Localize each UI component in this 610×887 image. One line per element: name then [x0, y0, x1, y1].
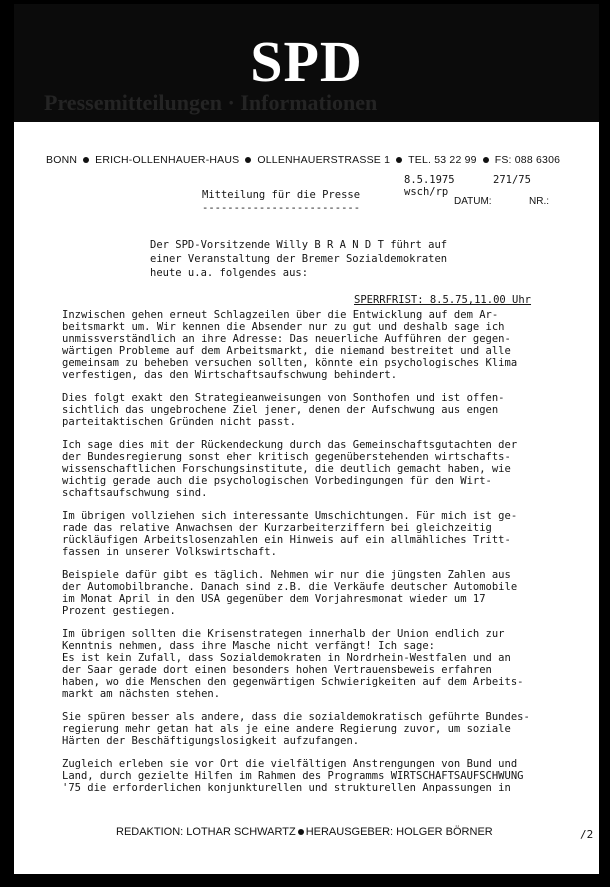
signature-code: wsch/rp [404, 186, 449, 198]
paragraph-line: schaftsaufschwung sind. [62, 487, 208, 499]
paragraph-line: Im übrigen vollziehen sich interessante Umschichtungen. Für mich ist ge- [62, 510, 518, 522]
paragraph-line: rade das relative Anwachsen der Kurzarbeiterziffern bei gleichzeitig [62, 522, 492, 534]
press-release-page [14, 4, 599, 874]
press-service-banner: Pressemitteilungen · Informationen [44, 90, 378, 115]
embargo-notice: SPERRFRIST: 8.5.75,11.00 Uhr [354, 294, 532, 306]
intro-block [150, 238, 570, 280]
bullet-icon [83, 157, 89, 163]
bullet-icon [483, 157, 489, 163]
editor-credit: REDAKTION: LOTHAR SCHWARTZ [116, 826, 296, 838]
intro-line: heute u.a. folgendes aus: [150, 267, 309, 279]
paragraph-line: markt am nächsten stehen. [62, 688, 221, 700]
paragraph-line: verfestigen, das den Wirtschaftsaufschwung behindert. [62, 369, 398, 381]
paragraph-line: Es ist kein Zufall, dass Sozialdemokraten in Nordrhein-Westfalen und an [62, 652, 511, 664]
address-building: ERICH-OLLENHAUER-HAUS [95, 154, 240, 166]
nr-label: NR.: [529, 196, 549, 207]
paragraph-line: parteitaktischen Gründen nicht passt. [62, 416, 296, 428]
bullet-icon [298, 829, 304, 835]
paragraph-line: Prozent gestiegen. [62, 605, 176, 617]
paragraph-line: haben, wo die Menschen den gegenwärtigen Schwierigkeiten auf dem Arbeits- [62, 676, 524, 688]
paragraph-line: Ich sage dies mit der Rückendeckung durch das Gemeinschaftsgutachten der [62, 439, 518, 451]
paragraph-line: gemeinsam zu beheben versuchen sollten, könnte ein psychologisches Klima [62, 357, 518, 369]
document-title: Mitteilung für die Presse [202, 189, 361, 201]
paragraph [62, 628, 592, 700]
page-continuation: /2 [580, 828, 594, 841]
paragraph-line: Kenntnis nehmen, dass ihre Masche nicht verfängt! Ich sage: [62, 640, 435, 652]
paragraph-line: sichtlich das ungebrochene Ziel jener, denen der Aufschwung aus engen [62, 404, 499, 416]
paragraph-line: regierung mehr getan hat als je eine andere Regierung zuvor, um soziale [62, 723, 511, 735]
address-telex: FS: 088 6306 [494, 154, 561, 166]
paragraph-line: der Saar gerade dort einen besonders hohen Vertrauensbeweis erfahren [62, 664, 492, 676]
paragraph-line: unmissverständlich an ihre Adresse: Das neuerliche Aufführen der gegen- [62, 333, 511, 345]
paragraph-line: der Automobilbranche. Danach sind z.B. die Verkäufe deutscher Automobile [62, 581, 518, 593]
paragraph-line: wichtig gerade auch die psychologischen Vorbedingungen für den Wirt- [62, 475, 492, 487]
date-value: 8.5.1975 [404, 174, 455, 186]
number-value: 271/75 [493, 174, 531, 186]
paragraph-line: wärtigen Probleme auf dem Arbeitsmarkt, die niemand bestreitet und alle [62, 345, 511, 357]
paragraph-line: wissenschaftlichen Forschungsinstitute, die deutlich gemacht haben, wie [62, 463, 511, 475]
paragraph-line: Zugleich erleben sie vor Ort die vielfältigen Anstrengungen von Bund und [62, 758, 518, 770]
paragraph-line: Im übrigen sollten die Krisenstrategen innerhalb der Union endlich zur [62, 628, 505, 640]
paragraph [62, 510, 592, 558]
paragraph-line: beitsmarkt um. Wir kennen die Absender nur zu gut und deshalb sage ich [62, 321, 505, 333]
paragraph [62, 711, 592, 747]
paragraph-line: Härten der Beschäftigungslosigkeit aufzufangen. [62, 735, 360, 747]
paragraph-line: im Monat April in den USA gegenüber dem Vorjahresmonat wieder um 17 [62, 593, 486, 605]
footer-credits [116, 826, 493, 838]
intro-line: Der SPD-Vorsitzende Willy B R A N D T führt auf [150, 239, 448, 251]
publisher-credit: HERAUSGEBER: HOLGER BÖRNER [305, 826, 493, 838]
paragraph [62, 309, 592, 381]
address-city: BONN [46, 154, 78, 166]
bullet-icon [396, 157, 402, 163]
title-underline: ------------------------- [202, 202, 361, 214]
paragraph [62, 439, 592, 499]
paragraph-line: Sie spüren besser als andere, dass die sozialdemokratisch geführte Bundes- [62, 711, 530, 723]
address-line [46, 152, 560, 168]
speech-body [62, 309, 592, 805]
spd-logo: SPD [250, 29, 363, 94]
letterhead-band [14, 4, 599, 122]
paragraph-line: Land, durch gezielte Hilfen im Rahmen des Programms WIRTSCHAFTSAUFSCHWUNG [62, 770, 524, 782]
intro-line: einer Veranstaltung der Bremer Sozialdemokraten [150, 253, 448, 265]
address-street: OLLENHAUERSTRASSE 1 [257, 154, 391, 166]
paragraph-line: Dies folgt exakt den Strategieanweisungen von Sonthofen und ist offen- [62, 392, 505, 404]
paragraph-line: rückläufigen Arbeitslosenzahlen ein Hinweis auf ein allmähliches Tritt- [62, 534, 511, 546]
paragraph [62, 392, 592, 428]
paragraph-line: der Bundesregierung sonst eher kritisch gegenüberstehenden wirtschafts- [62, 451, 511, 463]
bullet-icon [245, 157, 251, 163]
paragraph-line: '75 die erforderlichen konjunkturellen und strukturellen Anpassungen in [62, 782, 511, 794]
paragraph [62, 758, 592, 794]
paragraph [62, 569, 592, 617]
paragraph-line: Inzwischen gehen erneut Schlagzeilen über die Entwicklung auf dem Ar- [62, 309, 499, 321]
datum-label: DATUM: [454, 196, 492, 207]
address-phone: TEL. 53 22 99 [408, 154, 477, 166]
paragraph-line: Beispiele dafür gibt es täglich. Nehmen wir nur die jüngsten Zahlen aus [62, 569, 511, 581]
paragraph-line: fassen in unserer Volkswirtschaft. [62, 546, 277, 558]
